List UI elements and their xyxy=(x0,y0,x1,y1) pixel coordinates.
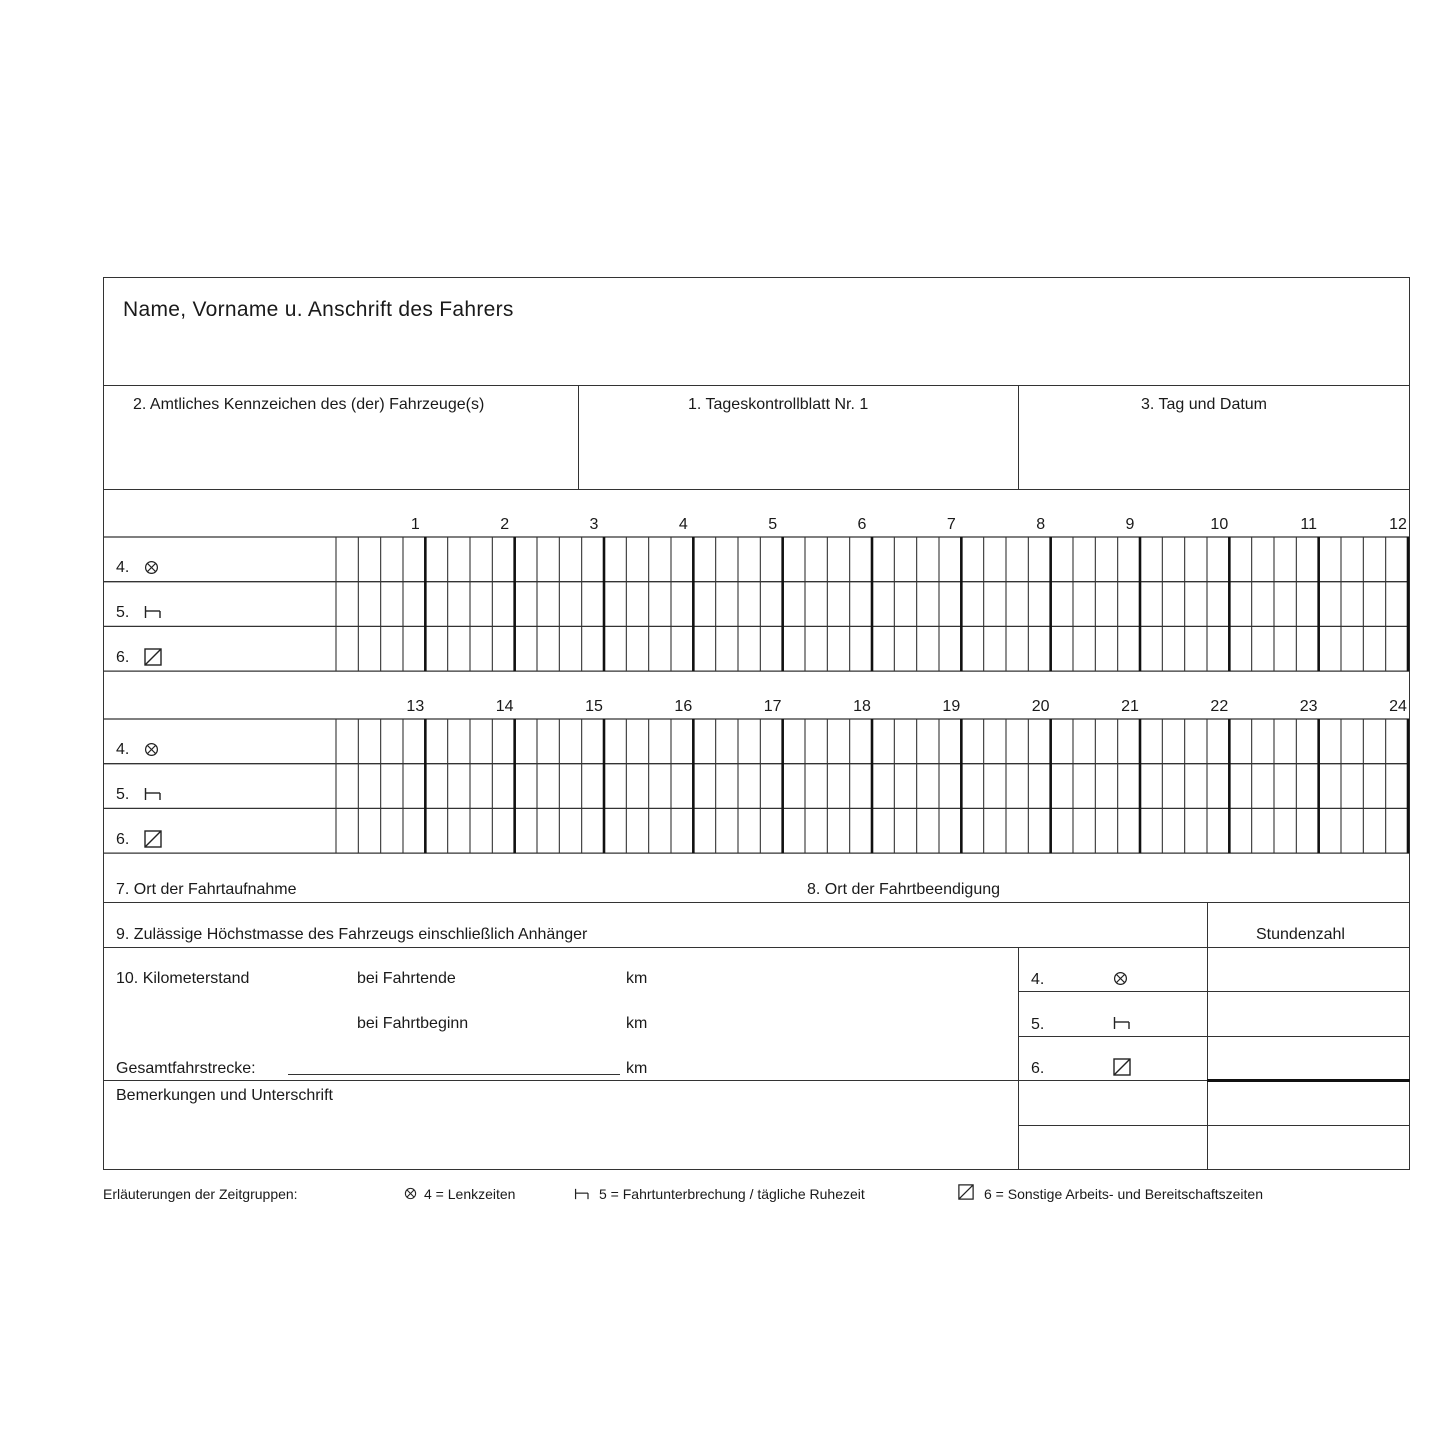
divider xyxy=(1018,991,1410,992)
legend-item-rest: 5 = Fahrtunterbrechung / tägliche Ruhezeit xyxy=(599,1186,865,1202)
hour-label: 12 xyxy=(1389,516,1407,533)
hour-label: 16 xyxy=(674,698,693,715)
hour-label: 14 xyxy=(495,698,514,715)
trip-start-place-label: 7. Ort der Fahrtaufnahme xyxy=(116,881,297,898)
activity-row-number: 5. xyxy=(116,786,130,804)
divider xyxy=(103,902,1410,903)
hour-label: 24 xyxy=(1389,698,1407,715)
date-label: 3. Tag und Datum xyxy=(1141,396,1268,413)
hour-label: 4 xyxy=(678,516,688,533)
hour-label: 7 xyxy=(946,516,956,533)
total-distance-input-line[interactable] xyxy=(288,1074,620,1075)
activity-row-number: 4. xyxy=(116,559,130,577)
max-mass-label: 9. Zulässige Höchstmasse des Fahrzeugs einschließlich Anhänger xyxy=(116,926,588,943)
crossed-box-icon xyxy=(144,830,162,848)
remarks-signature-label: Bemerkungen und Unterschrift xyxy=(116,1087,333,1104)
hour-label: 6 xyxy=(857,516,867,533)
activity-row-number: 6. xyxy=(116,830,130,848)
hour-label: 13 xyxy=(406,698,425,715)
odometer-end-label: bei Fahrtende xyxy=(357,970,456,987)
hour-label: 19 xyxy=(942,698,961,715)
hour-label: 1 xyxy=(410,516,420,533)
crossed-box-icon xyxy=(1113,1058,1131,1076)
steering-wheel-icon xyxy=(1113,971,1128,986)
odometer-start-label: bei Fahrtbeginn xyxy=(357,1015,469,1032)
divider xyxy=(1018,1125,1410,1126)
hour-label: 17 xyxy=(763,698,782,715)
km-unit: km xyxy=(626,1060,648,1077)
hour-label: 10 xyxy=(1210,516,1229,533)
legend-title: Erläuterungen der Zeitgruppen: xyxy=(103,1186,298,1202)
bed-icon xyxy=(144,605,162,619)
total-distance-label: Gesamtfahrstrecke: xyxy=(116,1060,256,1077)
hour-label: 21 xyxy=(1121,698,1139,715)
bed-icon xyxy=(144,787,162,801)
hour-label: 11 xyxy=(1300,516,1317,533)
hour-label: 8 xyxy=(1036,516,1046,533)
hour-label: 23 xyxy=(1299,698,1318,715)
hours-count-header: Stundenzahl xyxy=(1256,926,1345,943)
divider xyxy=(1018,947,1019,1170)
hour-label: 22 xyxy=(1210,698,1229,715)
hour-label: 2 xyxy=(500,516,510,533)
bed-icon xyxy=(1113,1016,1131,1030)
total-underline xyxy=(1207,1079,1410,1082)
hour-label: 20 xyxy=(1031,698,1050,715)
divider xyxy=(103,1080,1207,1081)
divider xyxy=(1018,1036,1410,1037)
summary-row-number: 4. xyxy=(1031,971,1045,988)
crossed-box-icon xyxy=(144,648,162,666)
hour-label: 15 xyxy=(585,698,603,715)
activity-time-row[interactable] xyxy=(336,719,1408,764)
driver-name-label: Name, Vorname u. Anschrift des Fahrers xyxy=(123,298,514,321)
crossed-box-icon xyxy=(958,1184,974,1200)
activity-time-row[interactable] xyxy=(336,764,1408,809)
steering-wheel-icon xyxy=(144,742,159,757)
hour-label: 9 xyxy=(1125,516,1135,533)
activity-time-row[interactable] xyxy=(336,808,1408,853)
divider xyxy=(103,947,1410,948)
hour-label: 18 xyxy=(853,698,871,715)
odometer-label: 10. Kilometerstand xyxy=(116,970,250,987)
km-unit: km xyxy=(626,970,648,987)
activity-time-row[interactable] xyxy=(336,626,1408,671)
trip-end-place-label: 8. Ort der Fahrtbeendigung xyxy=(807,881,1001,898)
legend-item-other-work: 6 = Sonstige Arbeits- und Bereitschaftszeiten xyxy=(984,1186,1263,1202)
steering-wheel-icon xyxy=(404,1187,417,1200)
activity-row-number: 5. xyxy=(116,604,130,622)
steering-wheel-icon xyxy=(144,560,159,575)
legend-item-driving: 4 = Lenkzeiten xyxy=(424,1186,516,1202)
activity-time-row[interactable] xyxy=(336,537,1408,582)
activity-time-row[interactable] xyxy=(336,582,1408,627)
summary-row-number: 6. xyxy=(1031,1060,1045,1077)
activity-row-number: 6. xyxy=(116,648,130,666)
bed-icon xyxy=(574,1188,590,1200)
summary-row-number: 5. xyxy=(1031,1016,1045,1033)
hour-label: 3 xyxy=(589,516,599,533)
km-unit: km xyxy=(626,1015,648,1032)
sheet-number-label: 1. Tageskontrollblatt Nr. 1 xyxy=(688,396,869,413)
activity-row-number: 4. xyxy=(116,741,130,759)
vehicle-plate-label: 2. Amtliches Kennzeichen des (der) Fahrzeuge(s) xyxy=(133,396,485,413)
hour-label: 5 xyxy=(768,516,778,533)
